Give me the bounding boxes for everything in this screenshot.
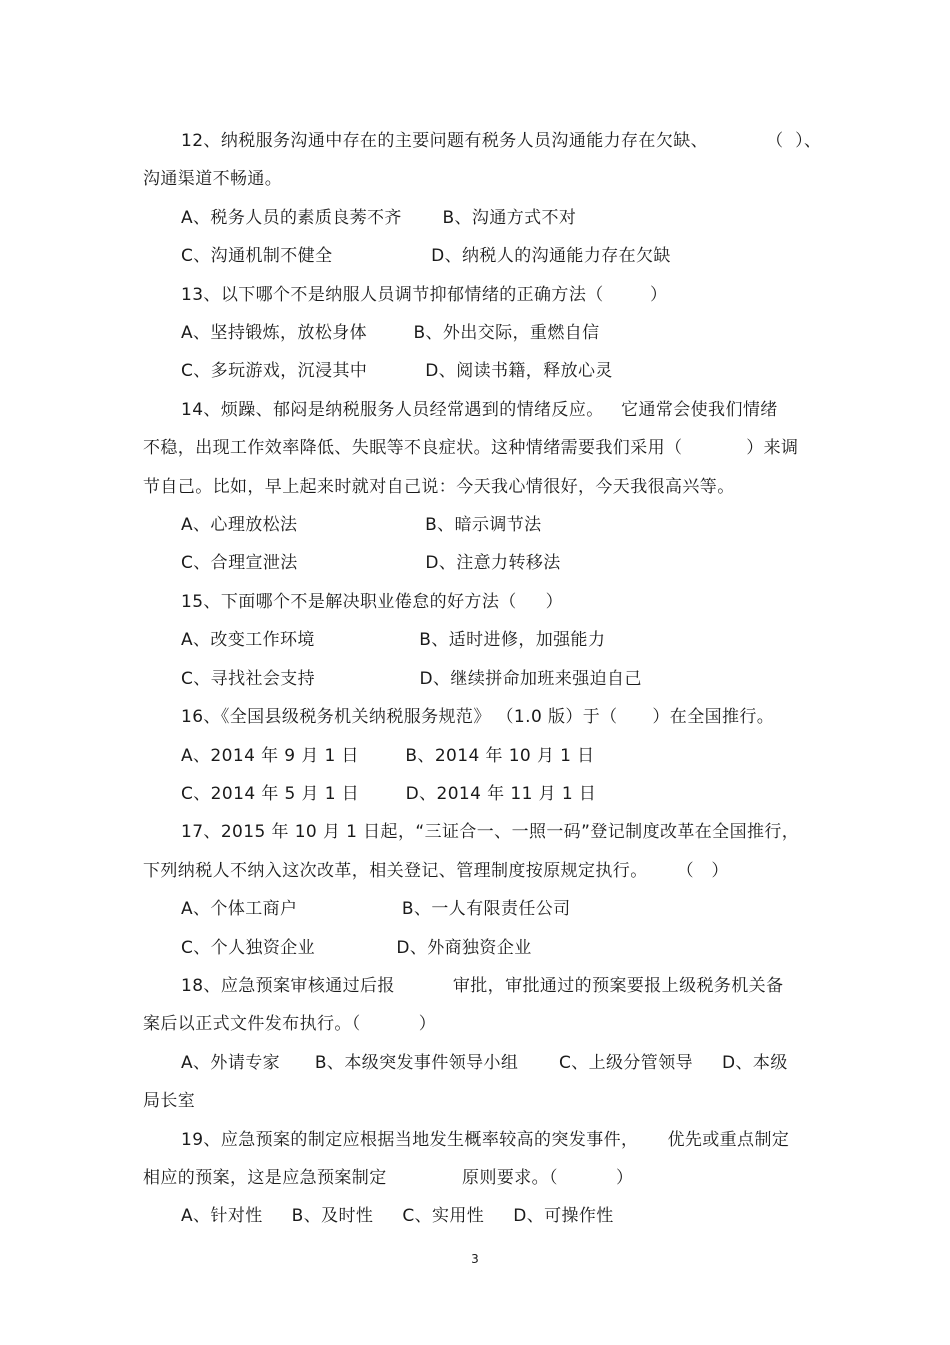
- question-12-option-line-2: C、沟通机制不健全 D、纳税人的沟通能力存在欠缺: [181, 246, 671, 266]
- question-15-option-line-1: A、改变工作环境 B、适时进修，加强能力: [181, 630, 606, 650]
- question-14-option-line-1: A、心理放松法 B、暗示调节法: [181, 515, 542, 535]
- question-16-option-line-2: C、2014 年 5 月 1 日 D、2014 年 11 月 1 日: [181, 784, 597, 804]
- question-14-stem-line-2: 不稳，出现工作效率降低、失眠等不良症状。这种情绪需要我们采用（ ）来调: [143, 438, 799, 458]
- question-18-stem-line-2: 案后以正式文件发布执行。（ ）: [143, 1014, 437, 1034]
- question-18-stem-line-1: 18、应急预案审核通过后报 审批，审批通过的预案要报上级税务机关备: [181, 976, 784, 996]
- question-16-option-line-1: A、2014 年 9 月 1 日 B、2014 年 10 月 1 日: [181, 746, 595, 766]
- question-17-stem-line-1: 17、2015 年 10 月 1 日起，“三证合一、一照一码”登记制度改革在全国推行，: [181, 822, 800, 842]
- question-12-option-line-1: A、税务人员的素质良莠不齐 B、沟通方式不对: [181, 208, 577, 228]
- question-16-stem-line-1: 16、《全国县级税务机关纳税服务规范》 （1.0 版）于（ ）在全国推行。: [181, 707, 775, 727]
- question-12-stem-line-1: 12、纳税服务沟通中存在的主要问题有税务人员沟通能力存在欠缺、 （ ）、: [181, 131, 822, 151]
- question-19-option-line-1: A、针对性 B、及时性 C、实用性 D、可操作性: [181, 1206, 614, 1226]
- page-number: 3: [471, 1252, 479, 1266]
- question-14-stem-line-3: 节自己。比如，早上起来时就对自己说：今天我心情很好，今天我很高兴等。: [143, 477, 735, 497]
- question-13-option-line-1: A、坚持锻炼，放松身体 B、外出交际，重燃自信: [181, 323, 600, 343]
- question-18-option-line-1: A、外请专家 B、本级突发事件领导小组 C、上级分管领导 D、本级: [181, 1053, 788, 1073]
- question-19-stem-line-1: 19、应急预案的制定应根据当地发生概率较高的突发事件， 优先或重点制定: [181, 1130, 790, 1150]
- question-18-option-line-2: 局长室: [143, 1091, 196, 1111]
- question-13-option-line-2: C、多玩游戏，沉浸其中 D、阅读书籍，释放心灵: [181, 361, 613, 381]
- question-19-stem-line-2: 相应的预案，这是应急预案制定 原则要求。（ ）: [143, 1168, 634, 1188]
- question-12-stem-line-2: 沟通渠道不畅通。: [143, 169, 283, 189]
- question-14-option-line-2: C、合理宣泄法 D、注意力转移法: [181, 553, 561, 573]
- question-17-option-line-1: A、个体工商户 B、一人有限责任公司: [181, 899, 571, 919]
- question-14-stem-line-1: 14、烦躁、郁闷是纳税服务人员经常遇到的情绪反应。 它通常会使我们情绪: [181, 400, 778, 420]
- question-15-stem-line-1: 15、下面哪个不是解决职业倦怠的好方法（ ）: [181, 592, 564, 612]
- question-15-option-line-2: C、寻找社会支持 D、继续拼命加班来强迫自己: [181, 669, 642, 689]
- question-17-option-line-2: C、个人独资企业 D、外商独资企业: [181, 938, 532, 958]
- question-17-stem-line-2: 下列纳税人不纳入这次改革，相关登记、管理制度按原规定执行。 （ ）: [143, 861, 729, 881]
- question-13-stem-line-1: 13、以下哪个不是纳服人员调节抑郁情绪的正确方法（ ）: [181, 285, 668, 305]
